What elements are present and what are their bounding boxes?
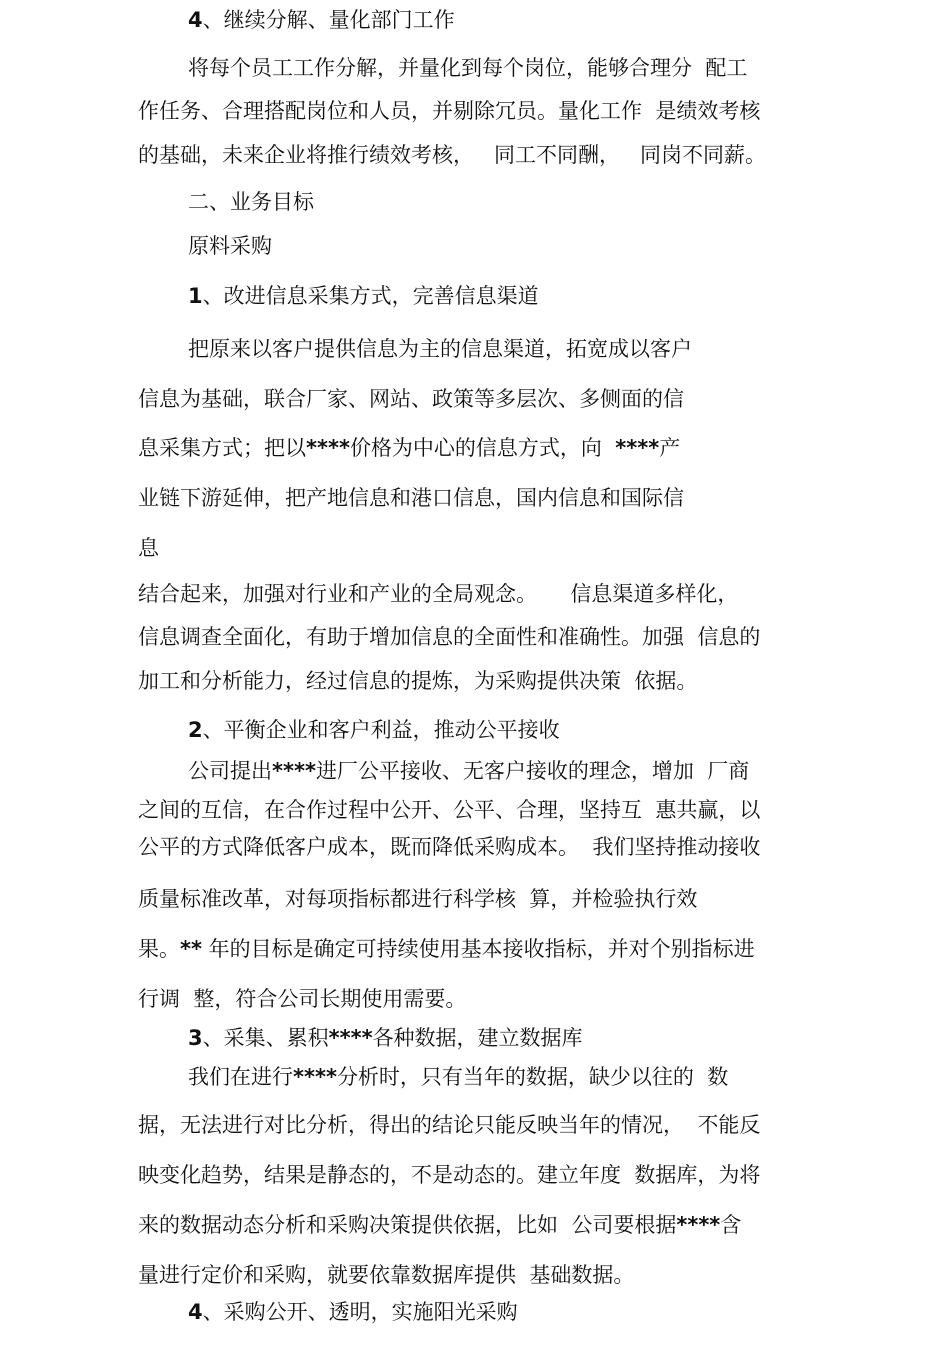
item-heading xyxy=(188,1024,583,1052)
text-run: 价格为中心的信息方式，向 xyxy=(349,436,616,460)
paragraph-line: 公平的方式降低客户成本，既而降低采购成本。 我们坚持推动接收 xyxy=(138,835,761,859)
heading-number: 4 xyxy=(188,8,203,32)
part-heading: 二、业务目标 xyxy=(188,190,314,214)
heading-text: 各种数据，建立数据库 xyxy=(372,1026,583,1050)
masked-text: ** xyxy=(180,937,202,961)
paragraph-line: 信息调查全面化，有助于增加信息的全面性和准确性。加强 信息的 xyxy=(138,625,761,649)
masked-text: **** xyxy=(272,759,316,783)
text-run: 分析时，只有当年的数据，缺少以往的 数 xyxy=(336,1065,729,1089)
paragraph-line: 信息为基础，联合厂家、网站、政策等多层次、多侧面的信 xyxy=(138,387,684,411)
paragraph-line: 息 xyxy=(138,536,159,560)
masked-text: **** xyxy=(676,1213,721,1237)
heading-text: 、平衡企业和客户利益，推动公平接收 xyxy=(202,718,560,742)
paragraph-line xyxy=(138,935,755,963)
subsection-heading: 原料采购 xyxy=(188,234,272,258)
masked-text: **** xyxy=(306,436,350,460)
heading-number: 2 xyxy=(188,718,203,742)
paragraph-line: 行调 整，符合公司长期使用需要。 xyxy=(138,987,467,1011)
heading-number: 3 xyxy=(188,1026,203,1050)
paragraph-line xyxy=(138,434,680,462)
text-run: 年的目标是确定可持续使用基本接收指标，并对个别指标进 xyxy=(201,937,755,961)
paragraph-line: 的基础，未来企业将推行绩效考核， 同工不同酬， 同岗不同薪。 xyxy=(138,143,767,167)
text-run: 息采集方式；把以 xyxy=(138,436,306,460)
paragraph-line: 作任务、合理搭配岗位和人员，并剔除冗员。量化工作 是绩效考核 xyxy=(138,99,761,123)
heading-text: 、继续分解、量化部门工作 xyxy=(202,8,455,32)
heading-text: 、采集、累积 xyxy=(202,1026,329,1050)
paragraph-line xyxy=(138,1211,741,1239)
paragraph-line: 把原来以客户提供信息为主的信息渠道，拓宽成以客户 xyxy=(188,337,692,361)
masked-text: **** xyxy=(615,436,660,460)
text-run: 来的数据动态分析和采购决策提供依据，比如 公司要根据 xyxy=(138,1213,677,1237)
section-heading xyxy=(188,6,455,34)
item-heading xyxy=(188,716,560,744)
paragraph-line xyxy=(188,757,749,785)
paragraph-line: 之间的互信，在合作过程中公开、公平、合理，坚持互 惠共赢，以 xyxy=(138,798,761,822)
paragraph-line: 据，无法进行对比分析，得出的结论只能反映当年的情况， 不能反 xyxy=(138,1113,761,1137)
paragraph-line: 加工和分析能力，经过信息的提炼，为采购提供决策 依据。 xyxy=(138,669,698,693)
text-run: 果。 xyxy=(138,937,180,961)
paragraph-line xyxy=(188,1063,728,1091)
item-heading xyxy=(188,1298,518,1326)
paragraph-line: 将每个员工工作分解，并量化到每个岗位，能够合理分 配工 xyxy=(188,56,748,80)
text-run: 公司提出 xyxy=(188,759,272,783)
paragraph-line: 结合起来，加强对行业和产业的全局观念。 信息渠道多样化， xyxy=(138,582,739,606)
paragraph-line: 业链下游延伸，把产地信息和港口信息，国内信息和国际信 xyxy=(138,486,684,510)
heading-text: 、采购公开、透明，实施阳光采购 xyxy=(202,1300,518,1324)
paragraph-line: 量进行定价和采购，就要依靠数据库提供 基础数据。 xyxy=(138,1263,635,1287)
masked-text: **** xyxy=(293,1065,337,1089)
paragraph-line: 映变化趋势，结果是静态的，不是动态的。建立年度 数据库，为将 xyxy=(138,1163,761,1187)
text-run: 我们在进行 xyxy=(188,1065,293,1089)
text-run: 进厂公平接收、无客户接收的理念，增加 厂商 xyxy=(315,759,750,783)
heading-text: 、改进信息采集方式，完善信息渠道 xyxy=(202,284,539,308)
item-heading xyxy=(188,282,539,310)
heading-number: 1 xyxy=(188,284,203,308)
paragraph-line: 质量标准改革，对每项指标都进行科学核 算，并检验执行效 xyxy=(138,887,698,911)
heading-number: 4 xyxy=(188,1300,203,1324)
text-run: 含 xyxy=(720,1213,742,1237)
text-run: 产 xyxy=(659,436,681,460)
masked-text: **** xyxy=(328,1026,373,1050)
